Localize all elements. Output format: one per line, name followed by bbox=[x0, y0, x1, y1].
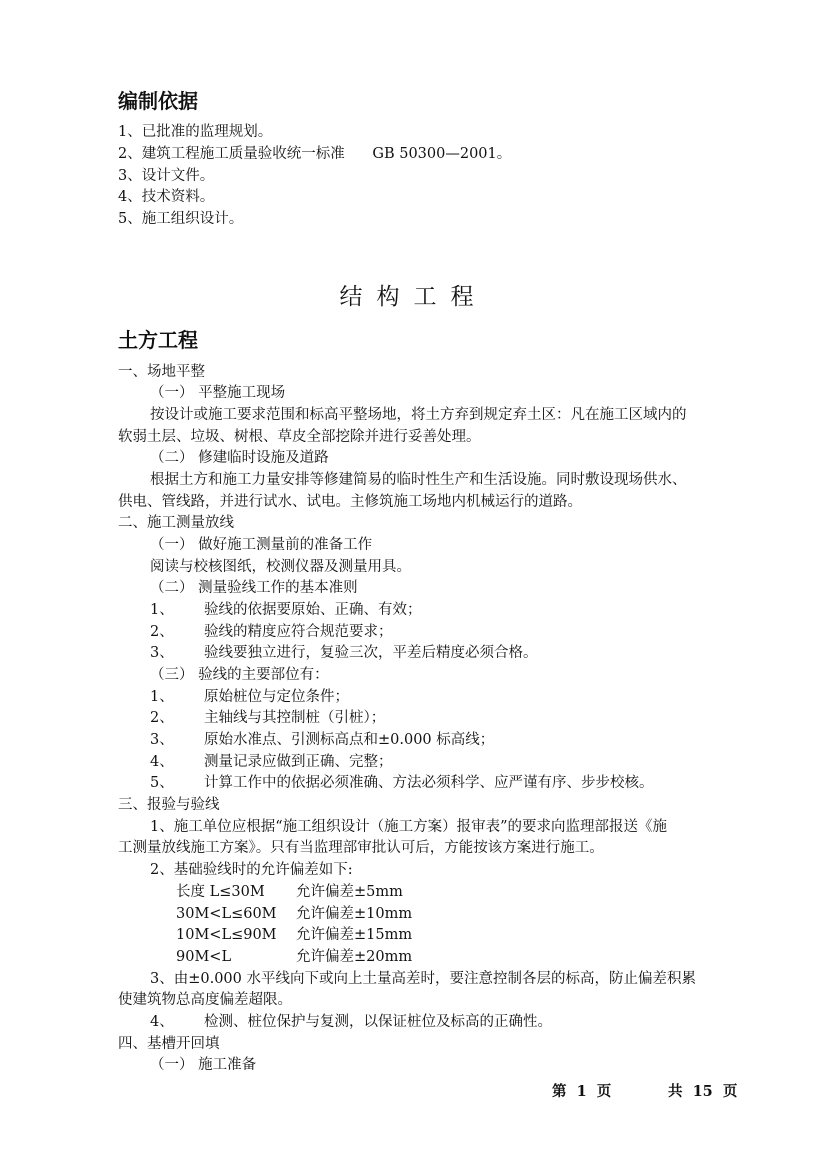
paragraph-line: 按设计或施工要求范围和标高平整场地，将土方弃到规定弃土区：凡在施工区域内的 bbox=[150, 407, 687, 423]
section-heading: 土方工程 bbox=[118, 328, 198, 352]
paragraph-line: 软弱土层、垃圾、树根、草皮全部挖除并进行妥善处理。 bbox=[118, 429, 481, 445]
tolerance-range: 长度 L≤30M bbox=[176, 884, 265, 900]
paragraph-line bbox=[150, 1012, 810, 1034]
basis-item: 2、建筑工程施工质量验收统一标准 GB 50300—2001。 bbox=[118, 146, 512, 162]
rule-item bbox=[150, 600, 810, 622]
basis-item: 3、设计文件。 bbox=[118, 168, 215, 184]
subsection-title: （三） 验线的主要部位有： bbox=[150, 667, 329, 683]
subsection-title: （一） 平整施工现场 bbox=[150, 385, 286, 401]
rule-number: 2、 bbox=[150, 624, 174, 640]
rule-number: 3、 bbox=[150, 645, 174, 661]
tolerance-value: 允许偏差±5mm bbox=[296, 884, 403, 900]
basis-heading: 编制依据 bbox=[118, 89, 198, 113]
tolerance-value: 允许偏差±10mm bbox=[296, 906, 413, 922]
part-item bbox=[150, 687, 810, 709]
paragraph-line: 使建筑物总高度偏差超限。 bbox=[118, 992, 292, 1008]
rule-item bbox=[150, 643, 810, 665]
part-item bbox=[150, 708, 810, 730]
subsection-title: （二） 修建临时设施及道路 bbox=[150, 450, 329, 466]
section-title: 三、报验与验线 bbox=[118, 797, 220, 813]
subsection-title: （一） 做好施工测量前的准备工作 bbox=[150, 537, 373, 553]
part-text: 原始水准点、引测标高点和±0.000 标高线； bbox=[204, 732, 495, 748]
paragraph-line: 2、基础验线时的允许偏差如下: bbox=[150, 862, 353, 878]
tolerance-row bbox=[176, 925, 827, 947]
tolerance-range: 10M<L≤90M bbox=[176, 927, 277, 943]
paragraph-line: 阅读与校核图纸，校测仪器及测量用具。 bbox=[150, 559, 411, 575]
part-text: 计算工作中的依据必须准确、方法必须科学、应严谨有序、步步校核。 bbox=[204, 775, 654, 791]
subsection-title: （二） 测量验线工作的基本准则 bbox=[150, 580, 358, 596]
part-number: 5、 bbox=[150, 775, 174, 791]
paragraph-line: 工测量放线施工方案》。只有当监理部审批认可后，方能按该方案进行施工。 bbox=[118, 840, 604, 856]
tolerance-range: 90M<L bbox=[176, 949, 232, 965]
part-item bbox=[150, 752, 810, 774]
basis-item: 4、技术资料。 bbox=[118, 189, 215, 205]
basis-item: 5、施工组织设计。 bbox=[118, 211, 244, 227]
item-text: 检测、桩位保护与复测，以保证桩位及标高的正确性。 bbox=[204, 1014, 552, 1030]
subsection-title: （一） 施工准备 bbox=[150, 1057, 257, 1073]
part-number: 2、 bbox=[150, 710, 174, 726]
tolerance-row bbox=[176, 882, 827, 904]
part-text: 原始桩位与定位条件； bbox=[204, 689, 349, 705]
basis-item: 1、已批准的监理规划。 bbox=[118, 124, 273, 140]
tolerance-range: 30M<L≤60M bbox=[176, 906, 277, 922]
page-number: 第 1 页 bbox=[552, 1083, 612, 1100]
part-item bbox=[150, 730, 810, 752]
rule-text: 验线要独立进行，复验三次，平差后精度必须合格。 bbox=[204, 645, 538, 661]
section-title: 四、基槽开回填 bbox=[118, 1036, 220, 1052]
part-text: 主轴线与其控制桩（引桩）； bbox=[204, 710, 386, 726]
main-title: 结构工程 bbox=[339, 284, 488, 310]
rule-number: 1、 bbox=[150, 602, 174, 618]
paragraph-line: 1、施工单位应根据“施工组织设计（施工方案）报审表”的要求向监理部报送《施 bbox=[150, 819, 668, 835]
part-item bbox=[150, 773, 810, 795]
paragraph-line: 供电、管线路，并进行试水、试电。主修筑施工场地内机械运行的道路。 bbox=[118, 494, 582, 510]
tolerance-row bbox=[176, 947, 827, 969]
rule-text: 验线的依据要原始、正确、有效； bbox=[204, 602, 422, 618]
paragraph-line: 3、由±0.000 水平线向下或向上土量高差时，要注意控制各层的标高，防止偏差积累 bbox=[150, 971, 696, 987]
rule-text: 验线的精度应符合规范要求； bbox=[204, 624, 393, 640]
part-number: 1、 bbox=[150, 689, 174, 705]
part-number: 4、 bbox=[150, 754, 174, 770]
paragraph-line: 根据土方和施工力量安排等修建简易的临时性生产和生活设施。同时敷设现场供水、 bbox=[150, 472, 687, 488]
page-total: 共 15 页 bbox=[668, 1083, 738, 1100]
rule-item bbox=[150, 622, 810, 644]
item-number: 4、 bbox=[150, 1014, 174, 1030]
section-title: 一、场地平整 bbox=[118, 364, 205, 380]
part-text: 测量记录应做到正确、完整； bbox=[204, 754, 393, 770]
tolerance-value: 允许偏差±15mm bbox=[296, 927, 413, 943]
tolerance-row bbox=[176, 904, 827, 926]
part-number: 3、 bbox=[150, 732, 174, 748]
section-title: 二、施工测量放线 bbox=[118, 515, 234, 531]
tolerance-value: 允许偏差±20mm bbox=[296, 949, 413, 965]
